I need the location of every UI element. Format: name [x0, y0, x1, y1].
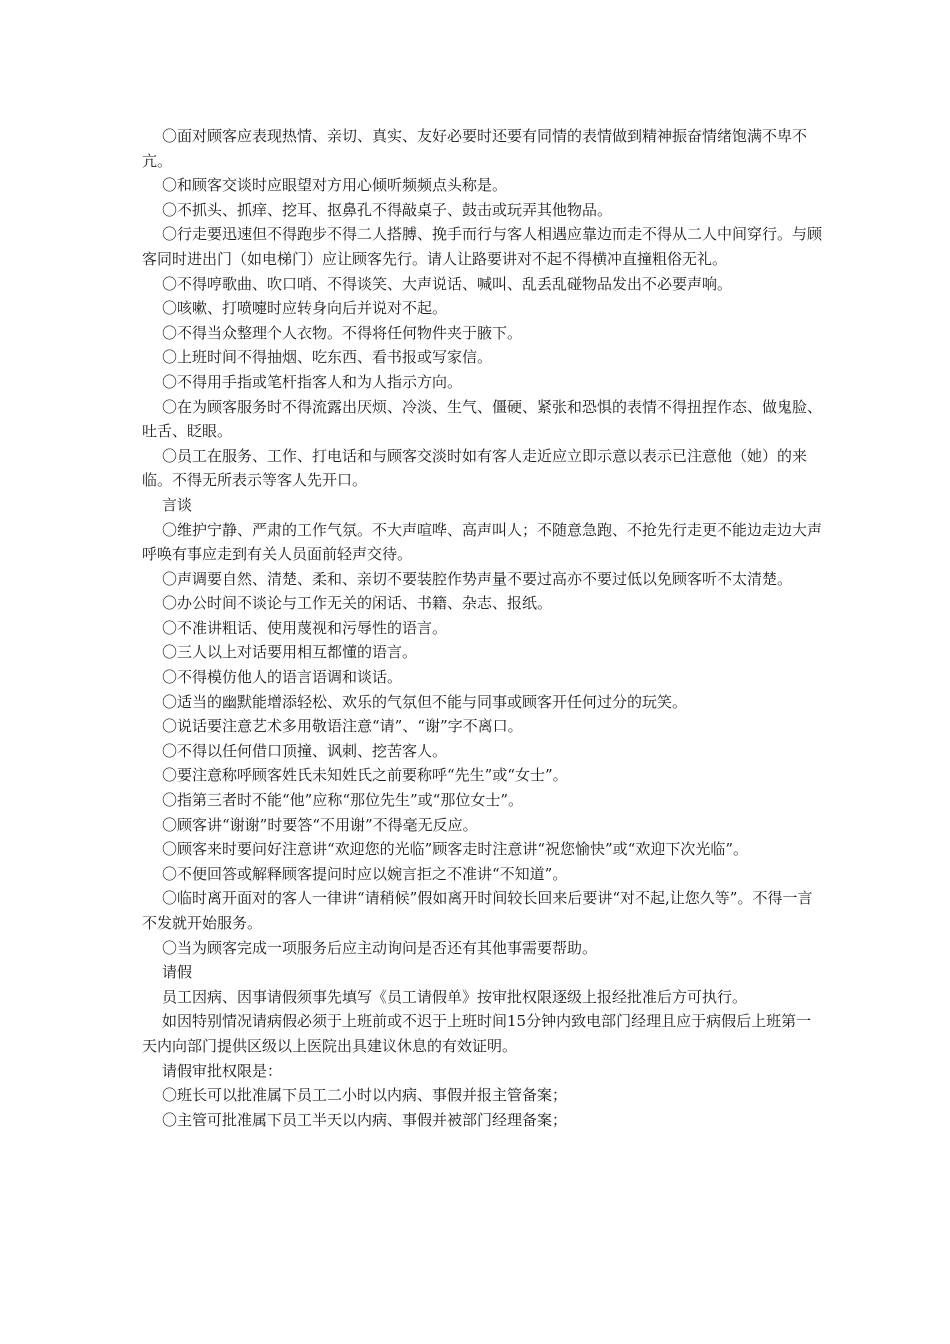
paragraph: 〇面对顾客应表现热情、亲切、真实、友好必要时还要有同情的表情做到精神振奋情绪饱满不卑不亢。: [142, 127, 808, 170]
section-heading-leave: 请假: [162, 963, 193, 982]
paragraph: 〇办公时间不谈论与工作无关的闲话、书籍、杂志、报纸。: [162, 594, 553, 613]
paragraph: 〇在为顾客服务时不得流露出厌烦、冷淡、生气、僵硬、紧张和恐惧的表情不得扭捏作态、做鬼脸、吐舌、眨眼。: [142, 397, 823, 441]
paragraph: 〇声调要自然、清楚、柔和、亲切不要装腔作势声量不要过高亦不要过低以免顾客听不太清楚。: [162, 569, 793, 588]
paragraph: 〇不得当众整理个人衣物。不得将任何物件夹于腋下。: [162, 323, 523, 342]
paragraph: 请假审批权限是：: [162, 1061, 283, 1080]
paragraph: 〇临时离开面对的客人一律讲“请稍候”假如离开时间较长回来后要讲“对不起,让您久等”。不得一言不发就开始服务。: [142, 889, 813, 932]
paragraph: 〇三人以上对话要用相互都懂的语言。: [162, 643, 418, 662]
paragraph: 〇不得哼歌曲、吹口哨、不得谈笑、大声说话、喊叫、乱丢乱碰物品发出不必要声响。: [162, 274, 733, 293]
paragraph: 〇和顾客交谈时应眼望对方用心倾听频频点头称是。: [162, 176, 508, 195]
paragraph: 〇要注意称呼顾客姓氏未知姓氏之前要称呼“先生”或“女士”。: [162, 766, 568, 785]
paragraph: 〇不准讲粗话、使用蔑视和污辱性的语言。: [162, 618, 448, 637]
paragraph: 〇上班时间不得抽烟、吃东西、看书报或写家信。: [162, 348, 493, 367]
paragraph: 〇班长可以批准属下员工二小时以内病、事假并报主管备案；: [162, 1086, 568, 1105]
paragraph: 〇咳嗽、打喷嚏时应转身向后并说对不起。: [162, 299, 448, 318]
paragraph: 〇不得用手指或笔杆指客人和为人指示方向。: [162, 372, 463, 391]
paragraph: 〇不便回答或解释顾客提问时应以婉言拒之不准讲“不知道”。: [162, 864, 568, 883]
paragraph: 〇当为顾客完成一项服务后应主动询问是否还有其他事需要帮助。: [162, 938, 598, 957]
paragraph: 〇员工在服务、工作、打电话和与顾客交淡时如有客人走近应立即示意以表示已注意他（她）的来临。不得无所表示等客人先开口。: [142, 446, 808, 490]
paragraph: 〇顾客讲“谢谢”时要答“不用谢”不得毫无反应。: [162, 815, 478, 834]
paragraph: 〇不抓头、抓痒、挖耳、抠鼻孔不得敲桌子、鼓击或玩弄其他物品。: [162, 200, 613, 219]
paragraph: 〇行走要迅速但不得跑步不得二人搭膊、挽手而行与客人相遇应靠边而走不得从二人中间穿行。与顾客同时进出门（如电梯门）应让顾客先行。请人让路要讲对不起不得横冲直撞粗俗无礼。: [142, 225, 823, 268]
paragraph: 〇指第三者时不能“他”应称“那位先生”或“那位女士”。: [162, 791, 524, 810]
paragraph: 〇适当的幽默能增添轻松、欢乐的气氛但不能与同事或顾客开任何过分的玩笑。: [162, 692, 688, 711]
paragraph: 如因特别情况请病假必须于上班前或不迟于上班时间15分钟内致电部门经理且应于病假后上班第一天内向部门提供区级以上医院出具建议休息的有效证明。: [142, 1012, 812, 1055]
paragraph: 〇说话要注意艺术多用敬语注意“请”、“谢”字不离口。: [162, 717, 523, 736]
paragraph: 员工因病、因事请假须事先填写《员工请假单》按审批权限逐级上报经批准后方可执行。: [162, 987, 748, 1006]
section-heading-speech: 言谈: [162, 495, 193, 514]
paragraph: 〇不得以任何借口顶撞、讽刺、挖苦客人。: [162, 741, 448, 760]
paragraph: 〇主管可批准属下员工半天以内病、事假并被部门经理备案；: [162, 1110, 568, 1129]
paragraph: 〇顾客来时要问好注意讲“欢迎您的光临”顾客走时注意讲“祝您愉快”或“欢迎下次光临”。: [162, 840, 749, 859]
document-body: [142, 124, 822, 1132]
paragraph: 〇不得模仿他人的语言语调和谈话。: [162, 668, 403, 687]
paragraph: 〇维护宁静、严肃的工作气氛。不大声喧哗、高声叫人；不随意急跑、不抢先行走更不能边走边大声呼唤有事应走到有关人员面前轻声交待。: [142, 520, 823, 564]
